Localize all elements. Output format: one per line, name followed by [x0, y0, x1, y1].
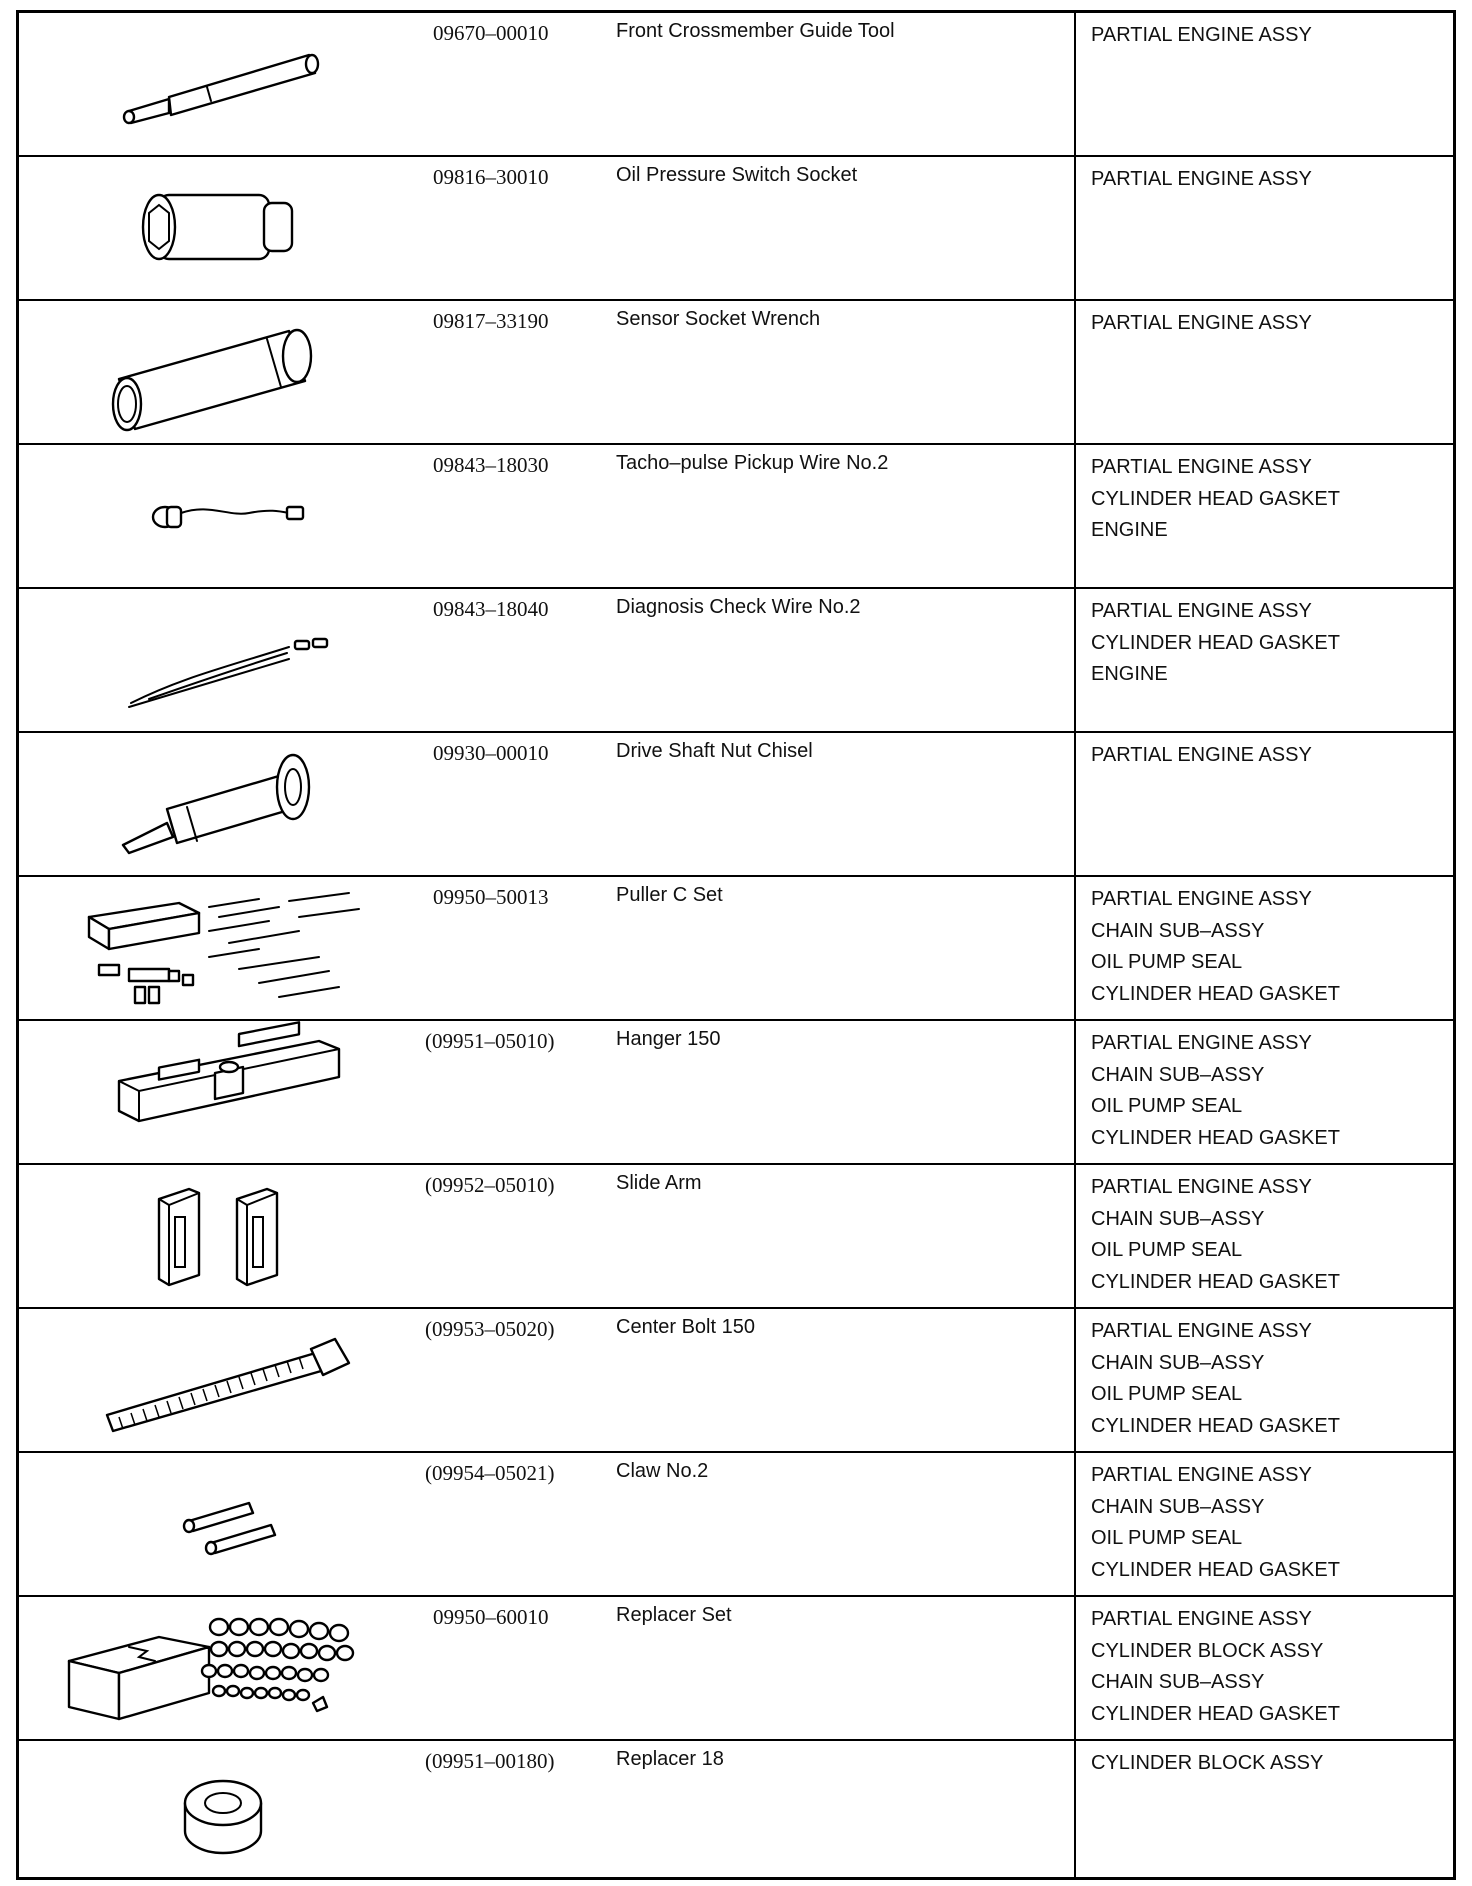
usage-item: OIL PUMP SEAL [1091, 951, 1243, 973]
part-number: (09954–05021) [425, 1461, 555, 1485]
usage-item: CYLINDER BLOCK ASSY [1091, 1639, 1324, 1662]
usage-item: PARTIAL ENGINE ASSY [1091, 1032, 1312, 1054]
usage-item: ENGINE [1091, 519, 1168, 541]
usage-item: PARTIAL ENGINE ASSY [1091, 456, 1312, 478]
oil-pressure-switch-socket-icon [59, 167, 399, 287]
tool-name: Replacer 18 [616, 1748, 724, 1770]
usage-item: PARTIAL ENGINE ASSY [1091, 312, 1312, 334]
usage-item: CYLINDER BLOCK ASSY [1091, 1752, 1324, 1774]
usage-list [1091, 452, 1340, 547]
usage-item: CYLINDER HEAD GASKET [1091, 1270, 1340, 1293]
table-row [19, 1453, 1453, 1597]
part-number: 09843–18030 [433, 453, 549, 477]
tool-name: Sensor Socket Wrench [616, 308, 821, 330]
table-row [19, 1597, 1453, 1741]
usage-list [1091, 1172, 1340, 1298]
tool-name: Replacer Set [616, 1604, 732, 1626]
usage-item: CYLINDER HEAD GASKET [1091, 631, 1340, 654]
usage-list [1091, 1316, 1340, 1442]
table-row [19, 1741, 1453, 1880]
usage-list [1091, 308, 1312, 340]
usage-item: CYLINDER HEAD GASKET [1091, 1702, 1340, 1725]
usage-item: CYLINDER HEAD GASKET [1091, 982, 1340, 1005]
usage-item: ENGINE [1091, 663, 1168, 685]
table-row [19, 1165, 1453, 1309]
usage-item: CYLINDER HEAD GASKET [1091, 1558, 1340, 1581]
usage-item: PARTIAL ENGINE ASSY [1091, 1176, 1312, 1198]
usage-list [1091, 740, 1312, 772]
usage-item: CHAIN SUB–ASSY [1091, 1671, 1265, 1693]
table-row [19, 445, 1453, 589]
usage-list [1091, 164, 1312, 196]
usage-item: PARTIAL ENGINE ASSY [1091, 24, 1312, 46]
usage-list [1091, 20, 1312, 52]
part-number: 09950–50013 [433, 885, 549, 909]
part-number: (09952–05010) [425, 1173, 555, 1197]
usage-item: PARTIAL ENGINE ASSY [1091, 600, 1312, 622]
tool-name: Diagnosis Check Wire No.2 [616, 596, 861, 618]
usage-item: OIL PUMP SEAL [1091, 1239, 1243, 1261]
usage-item: CHAIN SUB–ASSY [1091, 1351, 1265, 1374]
usage-item: OIL PUMP SEAL [1091, 1095, 1243, 1117]
usage-item: CHAIN SUB–ASSY [1091, 919, 1265, 942]
tool-name: Hanger 150 [616, 1028, 721, 1050]
replacer-icon [59, 1751, 399, 1871]
usage-list [1091, 884, 1340, 1010]
usage-item: OIL PUMP SEAL [1091, 1527, 1243, 1549]
tool-name: Front Crossmember Guide Tool [616, 20, 895, 42]
usage-list [1091, 1604, 1340, 1730]
sensor-socket-wrench-icon [59, 311, 399, 431]
part-number: 09950–60010 [433, 1605, 549, 1629]
tool-name: Claw No.2 [616, 1460, 709, 1482]
puller-set-icon [59, 887, 399, 1007]
table-row [19, 13, 1453, 157]
center-bolt-icon [59, 1319, 399, 1439]
usage-item: PARTIAL ENGINE ASSY [1091, 168, 1312, 190]
crossmember-guide-tool-icon [59, 23, 399, 143]
table-row [19, 1309, 1453, 1453]
part-number: (09953–05020) [425, 1317, 555, 1341]
usage-item: OIL PUMP SEAL [1091, 1383, 1243, 1405]
drive-shaft-nut-chisel-icon [59, 743, 399, 863]
usage-item: CHAIN SUB–ASSY [1091, 1495, 1265, 1518]
part-number: 09816–30010 [433, 165, 549, 189]
slide-arm-icon [59, 1175, 399, 1295]
tool-name: Puller C Set [616, 884, 723, 906]
usage-list [1091, 1460, 1340, 1586]
table-row [19, 157, 1453, 301]
part-number: 09930–00010 [433, 741, 549, 765]
usage-item: CHAIN SUB–ASSY [1091, 1207, 1265, 1230]
usage-list [1091, 596, 1340, 691]
tool-name: Slide Arm [616, 1172, 702, 1194]
tool-name: Oil Pressure Switch Socket [616, 164, 858, 186]
usage-item: PARTIAL ENGINE ASSY [1091, 1320, 1312, 1342]
table-row [19, 1021, 1453, 1165]
usage-item: CYLINDER HEAD GASKET [1091, 1126, 1340, 1149]
part-number: (09951–00180) [425, 1749, 555, 1773]
special-service-tools-table [16, 10, 1456, 1880]
tool-name: Center Bolt 150 [616, 1316, 755, 1338]
usage-item: PARTIAL ENGINE ASSY [1091, 1464, 1312, 1486]
table-row [19, 877, 1453, 1021]
part-number: (09951–05010) [425, 1029, 555, 1053]
usage-item: PARTIAL ENGINE ASSY [1091, 1608, 1312, 1630]
table-row [19, 589, 1453, 733]
table-row [19, 733, 1453, 877]
part-number: 09843–18040 [433, 597, 549, 621]
usage-item: PARTIAL ENGINE ASSY [1091, 744, 1312, 766]
usage-list [1091, 1748, 1323, 1780]
claw-icon [59, 1463, 399, 1583]
part-number: 09817–33190 [433, 309, 549, 333]
tacho-pulse-pickup-wire-icon [59, 455, 399, 575]
tool-name: Drive Shaft Nut Chisel [616, 740, 813, 762]
part-number: 09670–00010 [433, 21, 549, 45]
usage-list [1091, 1028, 1340, 1154]
tool-name: Tacho–pulse Pickup Wire No.2 [616, 452, 889, 474]
replacer-set-icon [59, 1607, 399, 1727]
table-row [19, 301, 1453, 445]
usage-item: CYLINDER HEAD GASKET [1091, 487, 1340, 510]
usage-item: CHAIN SUB–ASSY [1091, 1063, 1265, 1086]
usage-item: CYLINDER HEAD GASKET [1091, 1414, 1340, 1437]
usage-item: PARTIAL ENGINE ASSY [1091, 888, 1312, 910]
hanger-icon [59, 1031, 399, 1151]
diagnosis-check-wire-icon [59, 599, 399, 719]
